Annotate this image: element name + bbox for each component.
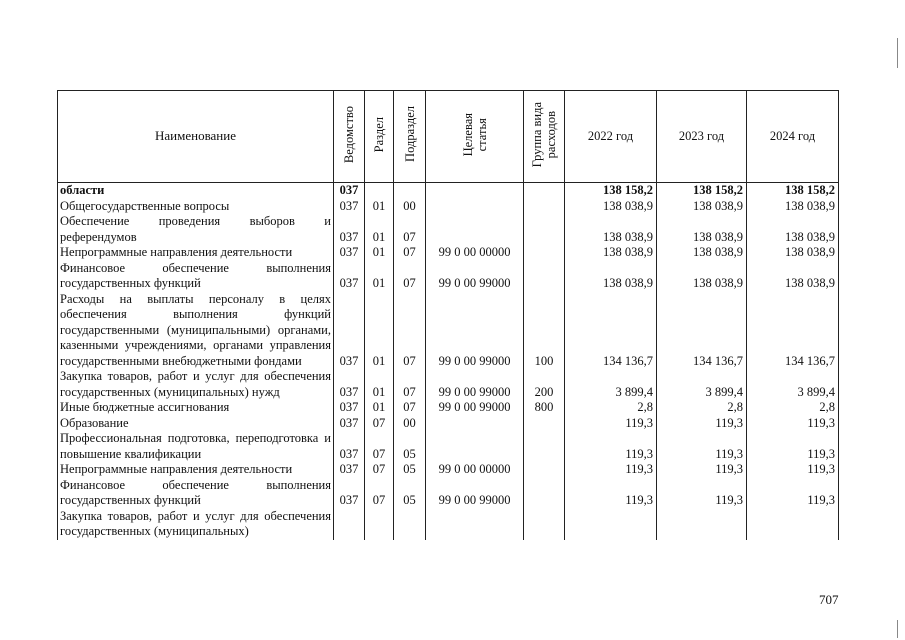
cell-subsection: 07	[394, 261, 426, 292]
scan-edge-mark-bottom	[897, 620, 898, 638]
table-row	[58, 462, 839, 478]
table-row	[58, 400, 839, 416]
cell-value-2024: 3 899,4	[747, 369, 839, 400]
cell-section: 07	[365, 462, 394, 478]
column-header-dept: Ведомство	[334, 91, 365, 183]
cell-group	[524, 462, 565, 478]
cell-value-2022: 3 899,4	[565, 369, 657, 400]
cell-dept: 037	[334, 431, 365, 462]
cell-value-2022: 119,3	[565, 416, 657, 432]
cell-value-2023: 138 038,9	[657, 214, 747, 245]
cell-value-2024: 2,8	[747, 400, 839, 416]
cell-target: 99 0 00 99000	[426, 400, 524, 416]
column-header-2023: 2023 год	[657, 91, 747, 183]
cell-dept: 037	[334, 478, 365, 509]
cell-name: Профессиональная подготовка, переподготовка и повышение квалификации	[58, 431, 334, 462]
table-row	[58, 431, 839, 462]
cell-value-2022: 138 038,9	[565, 214, 657, 245]
table-row	[58, 478, 839, 509]
cell-name: Финансовое обеспечение выполнения государственных функций	[58, 261, 334, 292]
cell-section: 07	[365, 431, 394, 462]
cell-value-2022: 138 038,9	[565, 261, 657, 292]
cell-name: Финансовое обеспечение выполнения государственных функций	[58, 478, 334, 509]
cell-value-2023: 3 899,4	[657, 369, 747, 400]
cell-group	[524, 478, 565, 509]
cell-value-2024: 138 038,9	[747, 261, 839, 292]
cell-group	[524, 261, 565, 292]
column-header-section: Раздел	[365, 91, 394, 183]
cell-subsection: 05	[394, 478, 426, 509]
cell-value-2022	[565, 509, 657, 540]
table-row	[58, 245, 839, 261]
cell-value-2023: 2,8	[657, 400, 747, 416]
cell-dept: 037	[334, 400, 365, 416]
cell-subsection: 05	[394, 431, 426, 462]
cell-target	[426, 183, 524, 199]
cell-subsection: 05	[394, 462, 426, 478]
cell-value-2023: 119,3	[657, 462, 747, 478]
cell-target: 99 0 00 00000	[426, 462, 524, 478]
cell-value-2023: 119,3	[657, 478, 747, 509]
cell-section	[365, 183, 394, 199]
cell-value-2023: 119,3	[657, 431, 747, 462]
cell-target	[426, 431, 524, 462]
cell-value-2023: 138 038,9	[657, 245, 747, 261]
column-header-subsection: Подраздел	[394, 91, 426, 183]
cell-target: 99 0 00 99000	[426, 478, 524, 509]
cell-name: Закупка товаров, работ и услуг для обеспечения государственных (муниципальных) нужд	[58, 369, 334, 400]
table-row	[58, 183, 839, 199]
cell-dept: 037	[334, 369, 365, 400]
cell-value-2022: 119,3	[565, 431, 657, 462]
column-header-target: Целевая статья	[426, 91, 524, 183]
cell-group	[524, 199, 565, 215]
cell-name: области	[58, 183, 334, 199]
cell-value-2024: 138 158,2	[747, 183, 839, 199]
table-header-row	[58, 91, 839, 183]
cell-name: Расходы на выплаты персоналу в целях обеспечения выполнения функций государственными (муниципальными) органами, казенными учреждениями, органами управления государственными внебюджетными фондами	[58, 292, 334, 370]
table-row	[58, 416, 839, 432]
cell-name: Непрограммные направления деятельности	[58, 245, 334, 261]
column-header-name: Наименование	[58, 91, 334, 183]
cell-section: 07	[365, 416, 394, 432]
cell-target	[426, 214, 524, 245]
cell-group	[524, 431, 565, 462]
table-row	[58, 199, 839, 215]
cell-name: Общегосударственные вопросы	[58, 199, 334, 215]
cell-section: 01	[365, 292, 394, 370]
table-row	[58, 369, 839, 400]
cell-value-2023: 138 158,2	[657, 183, 747, 199]
cell-value-2024: 119,3	[747, 416, 839, 432]
table-row	[58, 261, 839, 292]
cell-dept: 037	[334, 416, 365, 432]
cell-target: 99 0 00 99000	[426, 261, 524, 292]
cell-value-2023: 138 038,9	[657, 261, 747, 292]
cell-target: 99 0 00 99000	[426, 292, 524, 370]
cell-value-2024: 119,3	[747, 462, 839, 478]
cell-subsection: 07	[394, 369, 426, 400]
budget-table	[57, 90, 839, 540]
cell-dept: 037	[334, 462, 365, 478]
cell-name: Образование	[58, 416, 334, 432]
column-header-2022: 2022 год	[565, 91, 657, 183]
cell-subsection: 07	[394, 245, 426, 261]
cell-subsection: 00	[394, 199, 426, 215]
cell-name: Непрограммные направления деятельности	[58, 462, 334, 478]
cell-name: Закупка товаров, работ и услуг для обеспечения государственных (муниципальных)	[58, 509, 334, 540]
cell-value-2024: 138 038,9	[747, 199, 839, 215]
cell-value-2023	[657, 509, 747, 540]
cell-value-2024	[747, 509, 839, 540]
cell-group	[524, 416, 565, 432]
cell-value-2023: 119,3	[657, 416, 747, 432]
cell-subsection	[394, 509, 426, 540]
cell-section	[365, 509, 394, 540]
scan-edge-mark	[897, 38, 898, 68]
table-row	[58, 214, 839, 245]
cell-value-2024: 138 038,9	[747, 214, 839, 245]
cell-group	[524, 214, 565, 245]
cell-section: 07	[365, 478, 394, 509]
cell-subsection: 07	[394, 214, 426, 245]
cell-value-2024: 119,3	[747, 431, 839, 462]
cell-section: 01	[365, 400, 394, 416]
cell-target	[426, 199, 524, 215]
cell-target: 99 0 00 99000	[426, 369, 524, 400]
cell-value-2024: 134 136,7	[747, 292, 839, 370]
column-header-group: Группа вида расходов	[524, 91, 565, 183]
page-number: 707	[819, 592, 839, 607]
cell-group	[524, 245, 565, 261]
cell-dept	[334, 509, 365, 540]
table-row	[58, 292, 839, 370]
cell-dept: 037	[334, 261, 365, 292]
cell-value-2023: 138 038,9	[657, 199, 747, 215]
cell-subsection: 07	[394, 400, 426, 416]
cell-target	[426, 416, 524, 432]
cell-dept: 037	[334, 245, 365, 261]
cell-value-2024: 138 038,9	[747, 245, 839, 261]
cell-target: 99 0 00 00000	[426, 245, 524, 261]
cell-section: 01	[365, 199, 394, 215]
cell-group	[524, 183, 565, 199]
cell-group: 100	[524, 292, 565, 370]
column-header-2024: 2024 год	[747, 91, 839, 183]
cell-name: Иные бюджетные ассигнования	[58, 400, 334, 416]
cell-value-2022: 119,3	[565, 462, 657, 478]
cell-subsection	[394, 183, 426, 199]
cell-dept: 037	[334, 292, 365, 370]
cell-value-2022: 134 136,7	[565, 292, 657, 370]
cell-group	[524, 509, 565, 540]
cell-section: 01	[365, 245, 394, 261]
cell-value-2022: 2,8	[565, 400, 657, 416]
cell-dept: 037	[334, 214, 365, 245]
cell-value-2022: 138 038,9	[565, 245, 657, 261]
cell-target	[426, 509, 524, 540]
cell-section: 01	[365, 261, 394, 292]
cell-group: 200	[524, 369, 565, 400]
table-row	[58, 509, 839, 540]
cell-subsection: 07	[394, 292, 426, 370]
cell-value-2022: 138 158,2	[565, 183, 657, 199]
cell-dept: 037	[334, 199, 365, 215]
cell-value-2022: 119,3	[565, 478, 657, 509]
cell-value-2022: 138 038,9	[565, 199, 657, 215]
cell-name: Обеспечение проведения выборов и референдумов	[58, 214, 334, 245]
cell-value-2023: 134 136,7	[657, 292, 747, 370]
cell-value-2024: 119,3	[747, 478, 839, 509]
cell-section: 01	[365, 369, 394, 400]
cell-subsection: 00	[394, 416, 426, 432]
cell-group: 800	[524, 400, 565, 416]
cell-dept: 037	[334, 183, 365, 199]
cell-section: 01	[365, 214, 394, 245]
